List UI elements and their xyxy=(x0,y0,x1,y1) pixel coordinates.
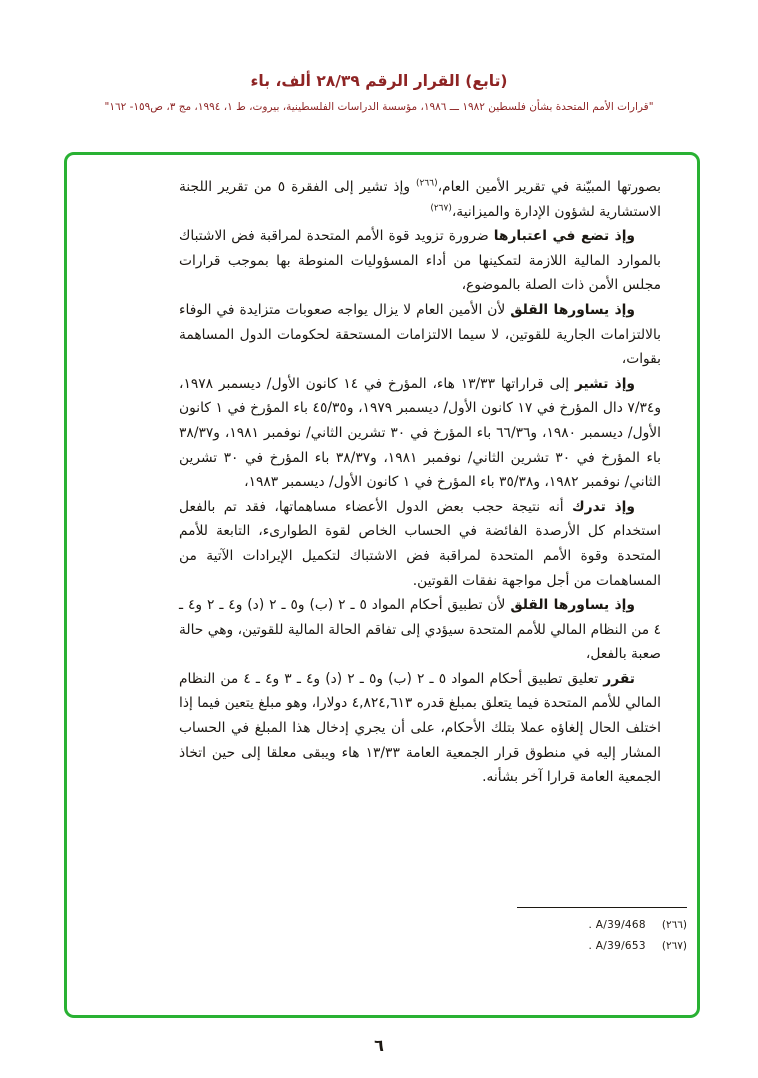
resolution-text xyxy=(179,175,661,790)
content-frame xyxy=(64,152,700,1018)
page-number: ٦ xyxy=(374,1036,384,1055)
footnote-reference: A/39/468 . xyxy=(588,919,646,931)
paragraph-recalling-resolutions xyxy=(179,372,661,495)
footnote-266 xyxy=(511,915,687,936)
footnote-divider xyxy=(517,907,687,908)
footnote-ref-266: (٢٦٦) xyxy=(416,178,438,189)
resolution-title: (تابع) القرار الرقم ٢٨/٣٩ ألف، باء xyxy=(250,72,508,90)
paragraph-text: تعليق تطبيق أحكام المواد ٥ ـ ٢ (ب) و٥ ـ ٢ (د) و٤ ـ ٣ و٤ ـ ٤ من النظام المالي للأمم المتحدة فيما يتعلق بمبلغ قدره ٤,٨٢٤,٦١٣ دولارا، وهو مبلغ يتعين فيما إذا اختلف الحال إلغاؤه عملا بتلك الأحكام، على أن يجري إدخال هذا المبلغ في الحساب المشار إليه في منطوق قرار الجمعية العامة ١٣/٣٣ هاء ويبقى معلقا إلى حين اتخاذ الجمعية العامة قرارا آخر بشأنه. xyxy=(179,670,661,786)
footnote-ref-267: (٢٦٧) xyxy=(430,203,452,213)
paragraph-lead: تقرر xyxy=(603,670,635,687)
paragraph-text: لأن تطبيق أحكام المواد ٥ ـ ٢ (ب) و٥ ـ ٢ (د) و٤ ـ ٢ و٤ ـ ٤ من النظام المالي للأمم المتحدة سيؤدي إلى تفاقم الحالة المالية للقوتين، وهي حالة صعبة بالفعل، xyxy=(179,597,661,663)
footnote-267 xyxy=(511,936,687,957)
paragraph-text: أنه نتيجة حجب بعض الدول الأعضاء مساهماتها، فقد تم بالفعل استخدام كل الأرصدة الفائضة في الحساب الخاص لقوة الطوارىء، التابعة للأمم المتحدة وقوة الأمم المتحدة لمراقبة فض الاشتباك لتكميل الإيرادات الآتية من المساهمات من أجل مواجهة نفقات القوتين. xyxy=(179,498,661,589)
paragraph-decides xyxy=(179,667,661,790)
paragraph-text: بصورتها المبيّنة في تقرير الأمين العام، xyxy=(437,179,661,195)
footnote-marker: (٢٦٦) xyxy=(661,919,687,931)
document-header xyxy=(0,72,758,113)
footnote-marker: (٢٦٧) xyxy=(661,940,687,952)
footnote-reference: A/39/653 . xyxy=(588,940,646,952)
source-citation: "قرارات الأمم المتحدة بشأن فلسطين ١٩٨٢ ـــ ١٩٨٦، مؤسسة الدراسات الفلسطينية، بيروت، ط ١، ١٩٩٤، مج ٣، ص١٥٩- ١٦٢" xyxy=(104,101,654,113)
paragraph-preamble-continuation xyxy=(179,175,661,224)
paragraph-text: إلى قراراتها ١٣/٣٣ هاء، المؤرخ في ١٤ كانون الأول/ ديسمبر ١٩٧٨، و٧/٣٤ دال المؤرخ في ١٧ كانون الأول/ ديسمبر ١٩٧٩، و٤٥/٣٥ باء المؤرخ في ١ كانون الأول/ ديسمبر ١٩٨٠، و٦٦/٣٦ باء المؤرخ في ٣٠ تشرين الثاني/ نوفمبر ١٩٨١، و٣٨/٣٧ باء المؤرخ في ٣٠ تشرين الثاني/ نوفمبر ١٩٨١، و٣٨/٣٧ باء المؤرخ في ٣٠ تشرين الثاني/ نوفمبر ١٩٨٢، و٣٥/٣٨ باء المؤرخ في ١ كانون الأول/ ديسمبر ١٩٨٣، xyxy=(179,375,661,491)
paragraph-mindful xyxy=(179,495,661,593)
paragraph-lead: وإذ يساورها القلق xyxy=(510,301,635,318)
paragraph-lead: وإذ تشير xyxy=(574,375,636,392)
paragraph-concerned-financial xyxy=(179,593,661,667)
paragraph-bearing-in-mind xyxy=(179,224,661,298)
paragraph-text: ضرورة تزويد قوة الأمم المتحدة لمراقبة فض الاشتباك بالموارد المالية اللازمة لتمكينها من أداء المسؤوليات المنوطة بها بموجب قرارات مجلس الأمن ذات الصلة بالموضوع، xyxy=(179,228,661,294)
paragraph-text: لأن الأمين العام لا يزال يواجه صعوبات متزايدة في الوفاء بالالتزامات الجارية للقوتين، لا سيما الالتزامات المستحقة لحكومات الدول المساهمة بقوات، xyxy=(179,301,661,368)
paragraph-concerned xyxy=(179,298,661,372)
paragraph-text: وإذ تشير إلى الفقرة ٥ من تقرير اللجنة الاستشارية لشؤون الإدارة والميزانية، xyxy=(179,179,661,220)
paragraph-lead: وإذ تدرك xyxy=(572,498,635,515)
paragraph-lead: وإذ يساورها القلق xyxy=(510,597,635,614)
paragraph-lead: وإذ تضع في اعتبارها xyxy=(493,228,635,245)
footnote-area xyxy=(511,907,687,957)
